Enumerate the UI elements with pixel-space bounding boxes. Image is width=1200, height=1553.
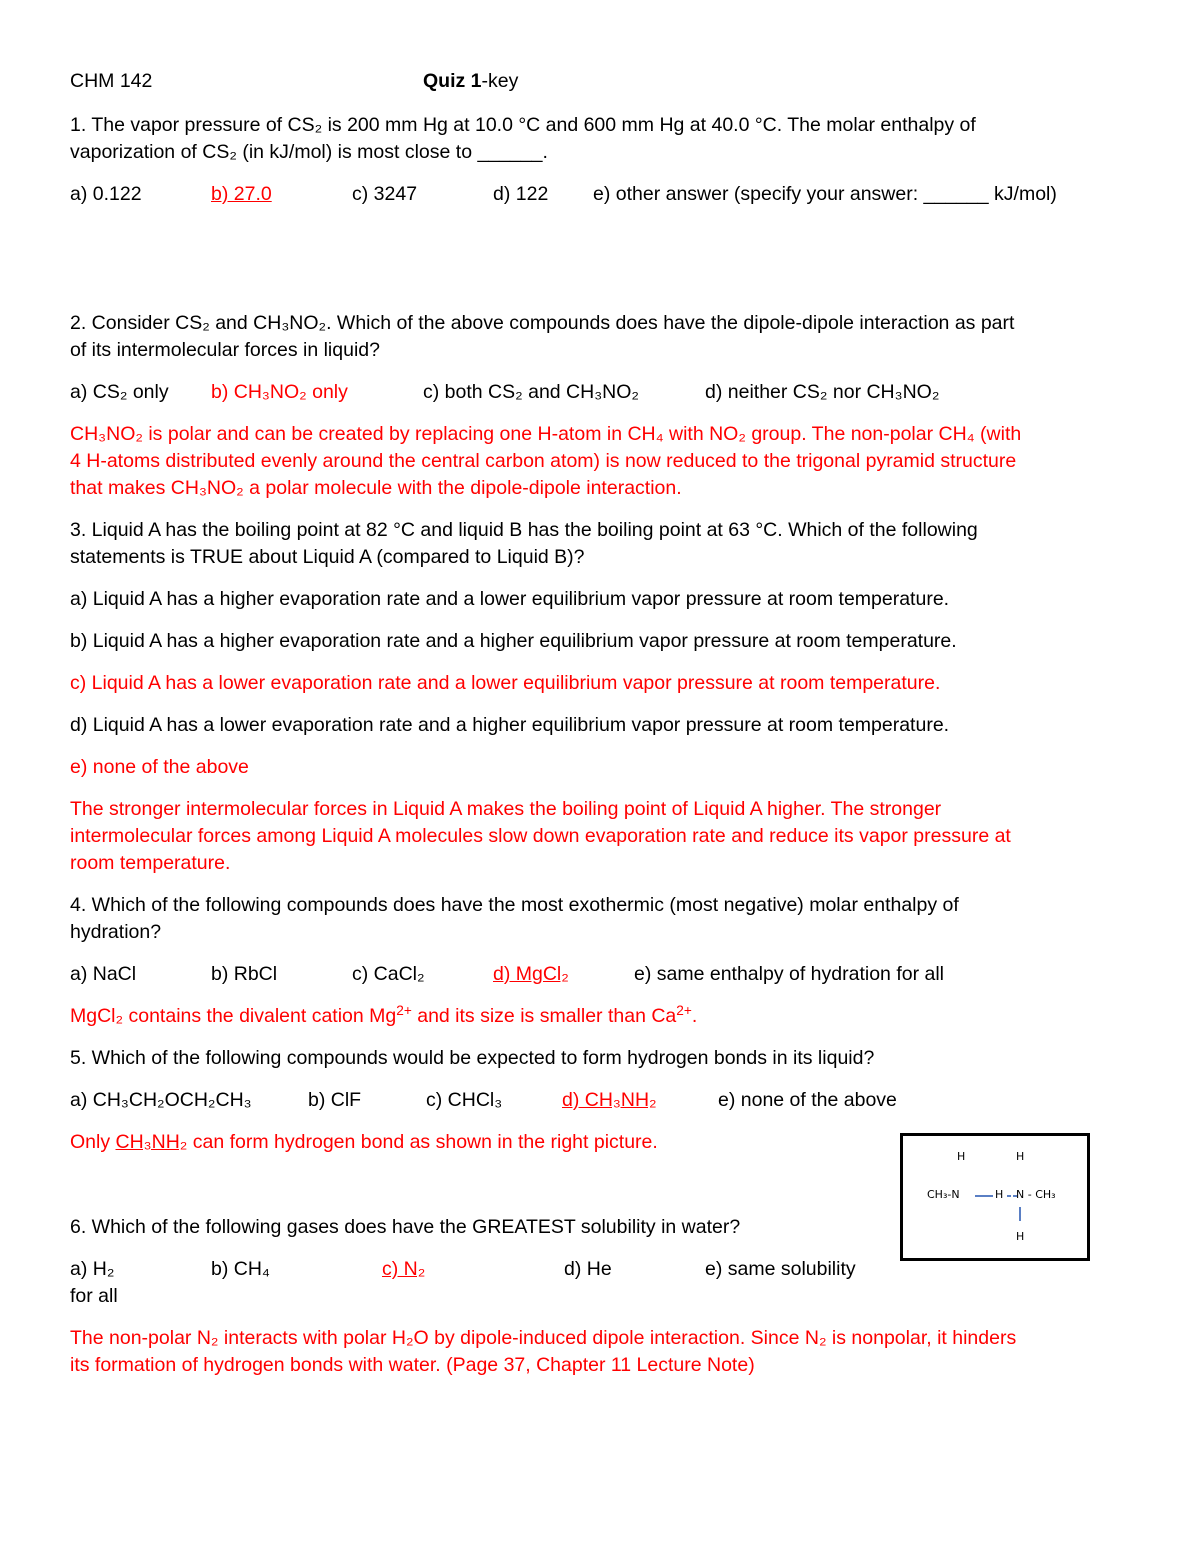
- q6-explanation: The non-polar N₂ interacts with polar H₂O by dipole-induced dipole interaction. Since N₂ is nonpolar, it hinders its formation of hydrogen bonds with water. (Page 37, Chapter 11 Lecture Note): [70, 1327, 1017, 1376]
- q1-option-b-correct: b) 27.0: [211, 183, 272, 205]
- q5-text-line1: 5. Which of the following compounds would be expected to form hydrogen bonds in its liquid?: [70, 1047, 875, 1069]
- q5-explanation: Only CH₃NH₂ can form hydrogen bond as shown in the right picture.: [70, 1131, 658, 1153]
- figure-h-top-left: H: [957, 1150, 966, 1163]
- q4-explanation: MgCl₂ contains the divalent cation $Mg^{2+}$ and its size is smaller than $Ca^{2+}$.: [70, 1003, 698, 1027]
- q5-option-b: b) ClF: [308, 1089, 362, 1111]
- figure-hbond-dash-1: [1007, 1195, 1011, 1197]
- q6-option-d: d) He: [564, 1258, 612, 1280]
- q2-option-c: c) both CS₂ and CH₃NO₂: [423, 381, 639, 403]
- q1-option-a: a) 0.122: [70, 183, 142, 205]
- q2-option-b-correct: b) CH₃NO₂ only: [211, 381, 348, 403]
- figure-h-bottom: H: [1016, 1230, 1025, 1243]
- q3-option-b: b) Liquid A has a higher evaporation rate and a higher equilibrium vapor pressure at room temperature.: [70, 630, 957, 652]
- q1-option-d: d) 122: [493, 183, 549, 205]
- figure-h-middle: H: [995, 1188, 1004, 1201]
- q5-option-a: a) CH₃CH₂OCH₂CH₃: [70, 1089, 252, 1111]
- q4-option-e: e) same enthalpy of hydration for all: [634, 963, 945, 985]
- question-2: [70, 310, 1130, 502]
- q3-option-d: d) Liquid A has a lower evaporation rate and a higher equilibrium vapor pressure at room temperature.: [70, 714, 950, 736]
- q4-options: [70, 961, 1130, 988]
- q4-text-line2: hydration?: [70, 921, 162, 943]
- q2-option-a: a) CS₂ only: [70, 381, 169, 403]
- q6-option-a: a) H₂: [70, 1258, 115, 1280]
- figure-covalent-bond: [975, 1195, 993, 1197]
- q3-option-a: a) Liquid A has a higher evaporation rate and a lower equilibrium vapor pressure at room temperature.: [70, 588, 950, 610]
- q2-text-line1: 2. Consider CS₂ and CH₃NO₂. Which of the above compounds does have the dipole-dipole interaction as part: [70, 312, 1015, 334]
- q2-explanation: CH₃NO₂ is polar and can be created by replacing one H-atom in CH₄ with NO₂ group. The non-polar CH₄ (with 4 H-atoms distributed evenly around the central carbon atom) is now reduced to the trigonal pyramid structure that makes CH₃NO₂ a polar molecule with the dipole-dipole interaction.: [70, 423, 1022, 499]
- q2-text-line2: of its intermolecular forces in liquid?: [70, 339, 380, 361]
- question-1: [70, 112, 1130, 208]
- q4-option-a: a) NaCl: [70, 963, 137, 985]
- q6-option-e-continued: for all: [70, 1285, 118, 1307]
- course-code: CHM 142: [70, 70, 153, 92]
- figure-ch3-n-left: CH₃-N: [927, 1188, 960, 1201]
- q6-option-c-correct: c) N₂: [382, 1258, 426, 1280]
- q1-text-line1: 1. The vapor pressure of CS₂ is 200 mm Hg at 10.0 °C and 600 mm Hg at 40.0 °C. The molar enthalpy of: [70, 114, 976, 136]
- q1-option-e: e) other answer (specify your answer: ______ kJ/mol): [593, 183, 1057, 205]
- hydrogen-bond-figure: [900, 1133, 1090, 1261]
- q1-option-c: c) 3247: [352, 183, 418, 205]
- q3-option-c-correct: c) Liquid A has a lower evaporation rate and a lower equilibrium vapor pressure at room temperature.: [70, 672, 941, 694]
- q3-text-line2: statements is TRUE about Liquid A (compared to Liquid B)?: [70, 546, 585, 568]
- q6-option-e: e) same solubility: [705, 1258, 856, 1280]
- q1-text-line2: vaporization of CS₂ (in kJ/mol) is most close to ______.: [70, 141, 548, 163]
- q1-options: [70, 181, 1130, 208]
- figure-vertical-bond: [1019, 1207, 1021, 1221]
- q6-text-line1: 6. Which of the following gases does have the GREATEST solubility in water?: [70, 1216, 741, 1238]
- figure-h-top-right: H: [1016, 1150, 1025, 1163]
- q3-option-e: e) none of the above: [70, 756, 249, 778]
- q2-options: [70, 379, 1130, 406]
- q4-option-b: b) RbCl: [211, 963, 278, 985]
- q2-option-d: d) neither CS₂ nor CH₃NO₂: [705, 381, 940, 403]
- q4-option-c: c) CaCl₂: [352, 963, 425, 985]
- q3-explanation: The stronger intermolecular forces in Liquid A makes the boiling point of Liquid A higher. The stronger intermolecular forces among Liquid A molecules slow down evaporation rate and reduce its vapor pressure at room temperature.: [70, 798, 1011, 874]
- q6-option-b: b) CH₄: [211, 1258, 270, 1280]
- q5-options: [70, 1087, 1130, 1114]
- question-3: [70, 517, 1130, 877]
- q4-option-d-correct: d) MgCl₂: [493, 963, 569, 985]
- q5-option-e: e) none of the above: [718, 1089, 897, 1111]
- figure-n-ch3-right: N - CH₃: [1016, 1188, 1056, 1201]
- quiz-title: Quiz 1-key: [423, 70, 519, 92]
- q3-text-line1: 3. Liquid A has the boiling point at 82 °C and liquid B has the boiling point at 63 °C. Which of the following: [70, 519, 978, 541]
- q5-option-c: c) CHCl₃: [426, 1089, 503, 1111]
- page-header: [70, 68, 1130, 95]
- q5-option-d-correct: d) CH₃NH₂: [562, 1089, 657, 1111]
- question-4: [70, 892, 1130, 1030]
- q4-text-line1: 4. Which of the following compounds does have the most exothermic (most negative) molar enthalpy of: [70, 894, 959, 916]
